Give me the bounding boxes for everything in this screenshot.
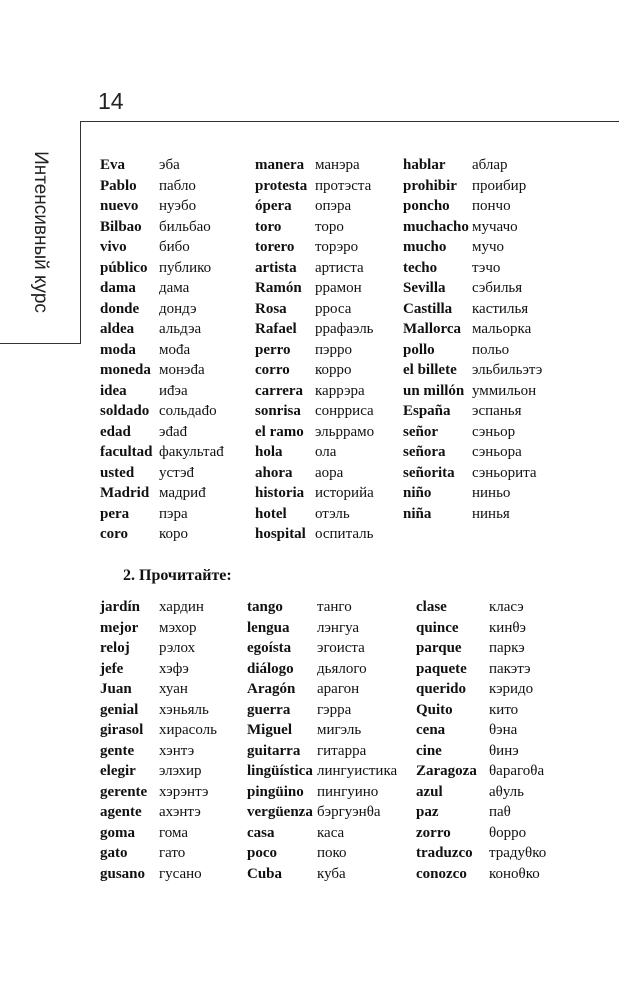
spanish-word: Eva xyxy=(100,157,126,173)
spanish-word: reloj xyxy=(100,640,130,656)
word-entry xyxy=(100,217,211,237)
spanish-word: soldado xyxy=(100,403,150,419)
russian-transcription: аθуль xyxy=(489,783,525,800)
word-entry xyxy=(255,381,365,401)
word-entry xyxy=(100,176,196,196)
russian-transcription: эльбильэтэ xyxy=(472,362,543,378)
spanish-word: ahora xyxy=(255,464,293,481)
word-entry xyxy=(247,782,379,802)
word-entry xyxy=(247,679,360,699)
spanish-word: moneda xyxy=(100,362,151,378)
spanish-word: hablar xyxy=(403,157,446,173)
spanish-word: gusano xyxy=(100,865,146,882)
spanish-word: poco xyxy=(247,845,277,861)
word-entry xyxy=(255,340,352,360)
spanish-word: Castilla xyxy=(403,300,453,317)
word-entry xyxy=(247,823,345,843)
russian-transcription: пэра xyxy=(159,505,188,522)
spanish-word: nuevo xyxy=(100,198,139,214)
spanish-word: tango xyxy=(247,599,283,615)
russian-transcription: традуθко xyxy=(489,845,547,861)
russian-transcription: хуан xyxy=(159,681,188,697)
russian-transcription: кэридо xyxy=(489,681,534,697)
word-entry xyxy=(100,659,189,679)
spanish-word: Rafael xyxy=(255,321,297,337)
russian-transcription: торэро xyxy=(315,239,359,255)
page-number: 14 xyxy=(98,88,124,114)
spanish-word: diálogo xyxy=(247,660,294,677)
word-entry xyxy=(416,700,519,720)
word-entry xyxy=(247,638,365,658)
russian-transcription: ахэнтэ xyxy=(159,804,201,820)
word-entry xyxy=(100,720,217,740)
russian-transcription: иđэа xyxy=(159,382,188,399)
russian-transcription: сэньорита xyxy=(472,464,537,481)
word-entry xyxy=(100,258,212,278)
russian-transcription: пингуино xyxy=(317,783,379,800)
spanish-word: guitarra xyxy=(247,742,301,759)
spanish-word: jardín xyxy=(100,599,141,615)
russian-transcription: хэньяль xyxy=(159,701,209,718)
russian-transcription: хардин xyxy=(159,599,204,615)
russian-transcription: торо xyxy=(315,218,344,235)
word-entry xyxy=(100,741,195,761)
spanish-word: señora xyxy=(403,444,446,460)
spanish-word: querido xyxy=(416,681,467,697)
russian-transcription: артиста xyxy=(315,259,364,276)
spanish-word: historia xyxy=(255,485,305,501)
spanish-word: el ramo xyxy=(255,423,304,440)
word-entry xyxy=(403,217,518,237)
word-entry xyxy=(247,761,398,781)
russian-transcription: ррамон xyxy=(315,280,362,296)
word-entry xyxy=(100,483,206,503)
spanish-word: mucho xyxy=(403,239,447,255)
spanish-word: girasol xyxy=(100,722,144,738)
spanish-word: vivo xyxy=(100,239,127,255)
spanish-word: poncho xyxy=(403,198,450,214)
russian-transcription: танго xyxy=(317,599,352,615)
word-entry xyxy=(100,401,217,421)
russian-transcription: историйа xyxy=(315,485,374,501)
word-entry xyxy=(100,864,202,884)
russian-transcription: мадриđ xyxy=(159,485,206,501)
russian-transcription: каса xyxy=(317,824,345,841)
word-entry xyxy=(403,196,511,216)
word-entry xyxy=(416,659,531,679)
word-entry xyxy=(255,442,337,462)
russian-transcription: пончо xyxy=(472,198,511,214)
spanish-word: agente xyxy=(100,804,142,820)
word-entry xyxy=(403,483,511,503)
russian-transcription: пакэтэ xyxy=(489,660,531,677)
word-entry xyxy=(416,761,545,781)
russian-transcription: корро xyxy=(315,362,352,378)
russian-transcription: θорро xyxy=(489,824,527,841)
spanish-word: vergüenza xyxy=(247,804,313,820)
spanish-word: cine xyxy=(416,742,442,759)
russian-transcription: монэđа xyxy=(159,362,205,378)
word-entry xyxy=(100,422,188,442)
russian-transcription: мальорка xyxy=(472,321,532,337)
word-entry xyxy=(255,196,352,216)
spanish-word: quince xyxy=(416,619,459,636)
spanish-word: mejor xyxy=(100,619,139,636)
word-entry xyxy=(403,299,529,319)
spanish-word: torero xyxy=(255,239,295,255)
russian-transcription: манэра xyxy=(315,157,360,173)
russian-transcription: эгоиста xyxy=(317,640,365,656)
russian-transcription: бибо xyxy=(159,239,190,255)
spanish-word: señorita xyxy=(403,464,455,481)
spanish-word: gente xyxy=(100,742,135,759)
word-entry xyxy=(100,299,197,319)
russian-transcription: рэлох xyxy=(159,640,196,656)
spanish-word: Pablo xyxy=(100,177,137,194)
word-entry xyxy=(100,504,188,524)
word-entry xyxy=(100,618,197,638)
russian-transcription: сонрриса xyxy=(315,403,374,419)
spanish-word: Zaragoza xyxy=(416,763,477,779)
word-entry xyxy=(416,802,511,822)
russian-transcription: оспиталь xyxy=(315,526,374,542)
russian-transcription: сэньора xyxy=(472,444,522,460)
russian-transcription: кинθэ xyxy=(489,619,526,636)
russian-transcription: гома xyxy=(159,824,189,841)
russian-transcription: гитарра xyxy=(317,742,367,759)
word-entry xyxy=(100,782,209,802)
word-entry xyxy=(247,597,352,617)
russian-transcription: пабло xyxy=(159,177,196,194)
russian-transcription: кито xyxy=(489,701,519,718)
spanish-word: techo xyxy=(403,259,438,276)
word-entry xyxy=(255,155,360,175)
spanish-word: niño xyxy=(403,485,432,501)
spanish-word: Sevilla xyxy=(403,280,446,296)
spanish-word: egoísta xyxy=(247,640,292,656)
word-entry xyxy=(403,401,522,421)
spanish-word: facultad xyxy=(100,444,153,460)
spanish-word: perro xyxy=(255,341,291,358)
russian-transcription: аблар xyxy=(472,157,508,173)
russian-transcription: класэ xyxy=(489,599,524,615)
russian-transcription: моđа xyxy=(159,341,191,358)
russian-transcription: дама xyxy=(159,280,190,296)
word-entry xyxy=(100,463,195,483)
spanish-word: prohibir xyxy=(403,177,457,194)
russian-transcription: θэна xyxy=(489,722,518,738)
russian-transcription: паркэ xyxy=(489,640,525,656)
word-entry xyxy=(403,381,537,401)
spanish-word: niña xyxy=(403,505,432,522)
word-entry xyxy=(100,524,189,544)
word-entry xyxy=(100,381,188,401)
word-entry xyxy=(100,761,202,781)
word-entry xyxy=(416,864,540,884)
spanish-word: jefe xyxy=(100,660,124,677)
spanish-word: señor xyxy=(403,423,438,440)
spanish-word: un millón xyxy=(403,382,465,399)
spanish-word: toro xyxy=(255,218,282,235)
spanish-word: moda xyxy=(100,341,136,358)
russian-transcription: лингуистика xyxy=(317,763,398,779)
word-entry xyxy=(100,823,189,843)
spanish-word: donde xyxy=(100,300,140,317)
russian-transcription: ниньо xyxy=(472,485,511,501)
russian-transcription: хэрэнтэ xyxy=(159,783,209,800)
spanish-word: ópera xyxy=(255,198,292,214)
word-entry xyxy=(255,237,359,257)
word-entry xyxy=(100,319,202,339)
word-entry xyxy=(100,843,186,863)
word-entry xyxy=(100,360,205,380)
russian-transcription: аора xyxy=(315,464,344,481)
section-title: 2. Прочитайте: xyxy=(123,567,232,584)
spanish-word: artista xyxy=(255,259,297,276)
word-entry xyxy=(247,864,346,884)
russian-transcription: гусано xyxy=(159,865,202,882)
spanish-word: corro xyxy=(255,362,290,378)
spanish-word: Miguel xyxy=(247,722,292,738)
spanish-word: Bilbao xyxy=(100,218,142,235)
word-entry xyxy=(100,237,190,257)
spanish-word: pera xyxy=(100,505,130,522)
spanish-word: el billete xyxy=(403,362,457,378)
word-entry xyxy=(247,720,362,740)
word-entry xyxy=(100,155,180,175)
spanish-word: muchacho xyxy=(403,218,469,235)
spanish-word: Cuba xyxy=(247,865,283,882)
russian-transcription: θинэ xyxy=(489,742,519,759)
word-entry xyxy=(416,597,524,617)
russian-transcription: нуэбо xyxy=(159,198,197,214)
word-entry xyxy=(403,340,510,360)
word-entry xyxy=(416,741,519,761)
word-entry xyxy=(255,483,374,503)
header-rule xyxy=(80,121,619,122)
russian-transcription: коноθко xyxy=(489,865,540,882)
word-entry xyxy=(255,176,372,196)
spanish-word: conozco xyxy=(416,865,467,882)
word-entry xyxy=(255,319,374,339)
spanish-word: coro xyxy=(100,526,129,542)
russian-transcription: хэнтэ xyxy=(159,742,195,759)
russian-transcription: рроса xyxy=(315,300,352,317)
russian-transcription: эđađ xyxy=(159,423,188,440)
spanish-word: cena xyxy=(416,722,446,738)
russian-transcription: ола xyxy=(315,444,337,460)
word-entry xyxy=(247,700,352,720)
russian-transcription: нинья xyxy=(472,505,510,522)
russian-transcription: ррафаэль xyxy=(315,321,374,337)
spanish-word: zorro xyxy=(416,824,451,841)
spanish-word: hola xyxy=(255,444,283,460)
spanish-word: parque xyxy=(416,640,462,656)
russian-transcription: публико xyxy=(159,259,212,276)
spanish-word: pingüino xyxy=(247,783,304,800)
word-entry xyxy=(255,422,375,442)
word-entry xyxy=(255,463,344,483)
word-entry xyxy=(100,802,201,822)
spanish-word: pollo xyxy=(403,341,435,358)
word-entry xyxy=(403,278,523,298)
russian-transcription: отэль xyxy=(315,505,350,522)
spanish-word: lingüística xyxy=(247,763,313,779)
word-entry xyxy=(100,196,197,216)
spanish-word: casa xyxy=(247,824,275,841)
spanish-word: genial xyxy=(100,701,139,718)
spanish-word: gerente xyxy=(100,783,148,800)
word-entry xyxy=(403,176,527,196)
word-entry xyxy=(247,741,367,761)
russian-transcription: опэра xyxy=(315,198,352,214)
russian-transcription: кастилья xyxy=(472,300,529,317)
word-entry xyxy=(247,843,347,863)
word-entry xyxy=(416,823,527,843)
spanish-word: azul xyxy=(416,783,443,800)
word-entry xyxy=(255,278,362,298)
russian-transcription: коро xyxy=(159,526,189,542)
spanish-word: Madrid xyxy=(100,485,150,501)
word-entry xyxy=(255,524,374,544)
russian-transcription: паθ xyxy=(489,804,511,820)
russian-transcription: мигэль xyxy=(317,722,362,738)
spanish-word: paz xyxy=(416,804,439,820)
spanish-word: Ramón xyxy=(255,280,302,296)
word-entry xyxy=(403,442,522,462)
spanish-word: edad xyxy=(100,423,131,440)
russian-transcription: эспанья xyxy=(472,403,522,419)
word-entry xyxy=(403,155,508,175)
spanish-word: aldea xyxy=(100,321,135,337)
word-entry xyxy=(247,802,381,822)
russian-transcription: польо xyxy=(472,341,510,358)
word-entry xyxy=(416,618,526,638)
spanish-word: hotel xyxy=(255,505,287,522)
russian-transcription: гэрра xyxy=(317,701,352,718)
word-entry xyxy=(403,504,510,524)
russian-transcription: протэста xyxy=(315,177,372,194)
russian-transcription: сэбилья xyxy=(472,280,523,296)
spanish-word: goma xyxy=(100,824,135,841)
spanish-word: gato xyxy=(100,845,128,861)
russian-transcription: мучо xyxy=(472,239,505,255)
russian-transcription: гато xyxy=(159,845,186,861)
russian-transcription: каррэра xyxy=(315,382,365,399)
russian-transcription: поко xyxy=(317,845,347,861)
word-entry xyxy=(416,638,525,658)
word-entry xyxy=(403,258,501,278)
russian-transcription: θарагоθа xyxy=(489,763,545,779)
russian-transcription: уммильон xyxy=(472,382,537,399)
word-entry xyxy=(100,700,209,720)
word-entry xyxy=(255,504,350,524)
spanish-word: paquete xyxy=(416,660,467,677)
word-entry xyxy=(255,258,364,278)
russian-transcription: элэхир xyxy=(159,763,202,779)
russian-transcription: мучачо xyxy=(472,218,518,235)
russian-transcription: устэđ xyxy=(159,464,195,481)
word-entry xyxy=(403,422,516,442)
russian-transcription: сэньор xyxy=(472,423,516,440)
spanish-word: dama xyxy=(100,280,136,296)
russian-transcription: куба xyxy=(317,865,346,882)
spanish-word: Aragón xyxy=(247,681,296,697)
spanish-word: sonrisa xyxy=(255,403,301,419)
russian-transcription: арагон xyxy=(317,681,360,697)
spanish-word: protesta xyxy=(255,177,308,194)
word-entry xyxy=(416,843,547,863)
russian-transcription: тэчо xyxy=(472,259,501,276)
spanish-word: público xyxy=(100,259,148,276)
spanish-word: clase xyxy=(416,599,447,615)
word-entry xyxy=(247,618,360,638)
russian-transcription: эльррамо xyxy=(315,423,375,440)
spanish-word: Rosa xyxy=(255,300,287,317)
word-entry xyxy=(247,659,367,679)
russian-transcription: лэнгуа xyxy=(317,619,360,636)
word-entry xyxy=(100,340,191,360)
spanish-word: traduzco xyxy=(416,845,473,861)
spanish-word: hospital xyxy=(255,526,306,542)
word-entry xyxy=(255,217,344,237)
spanish-word: Juan xyxy=(100,681,132,697)
word-entry xyxy=(100,638,196,658)
word-entry xyxy=(100,679,188,699)
russian-transcription: альдэа xyxy=(159,321,202,337)
spanish-word: usted xyxy=(100,464,135,481)
word-entry xyxy=(416,679,534,699)
russian-transcription: бильбао xyxy=(159,218,211,235)
word-entry xyxy=(416,782,525,802)
spanish-word: lengua xyxy=(247,619,290,636)
word-entry xyxy=(403,319,532,339)
spanish-word: Quito xyxy=(416,701,453,718)
russian-transcription: сольдađо xyxy=(159,403,217,419)
word-entry xyxy=(403,463,537,483)
word-entry xyxy=(100,278,190,298)
spanish-word: elegir xyxy=(100,763,136,779)
russian-transcription: дондэ xyxy=(159,300,197,317)
word-entry xyxy=(100,442,224,462)
word-entry xyxy=(255,299,352,319)
word-entry xyxy=(416,720,518,740)
russian-transcription: бэргуэнθа xyxy=(317,804,381,820)
running-head: Интенсивный курс xyxy=(30,151,51,313)
spanish-word: idea xyxy=(100,382,127,399)
russian-transcription: хэфэ xyxy=(159,660,189,677)
spanish-word: Mallorca xyxy=(403,321,462,337)
russian-transcription: эба xyxy=(159,157,180,173)
russian-transcription: мэхор xyxy=(159,619,197,636)
spanish-word: manera xyxy=(255,157,305,173)
word-entry xyxy=(255,401,374,421)
spanish-word: España xyxy=(403,403,451,419)
spanish-word: carrera xyxy=(255,382,304,399)
word-entry xyxy=(255,360,352,380)
russian-transcription: хирасоль xyxy=(159,722,217,738)
russian-transcription: факультađ xyxy=(159,444,224,460)
word-entry xyxy=(403,360,543,380)
russian-transcription: пэрро xyxy=(315,341,352,358)
word-entry xyxy=(100,597,204,617)
spanish-word: guerra xyxy=(247,701,291,718)
russian-transcription: проибир xyxy=(472,177,527,194)
russian-transcription: дьялого xyxy=(317,660,367,677)
word-entry xyxy=(403,237,505,257)
